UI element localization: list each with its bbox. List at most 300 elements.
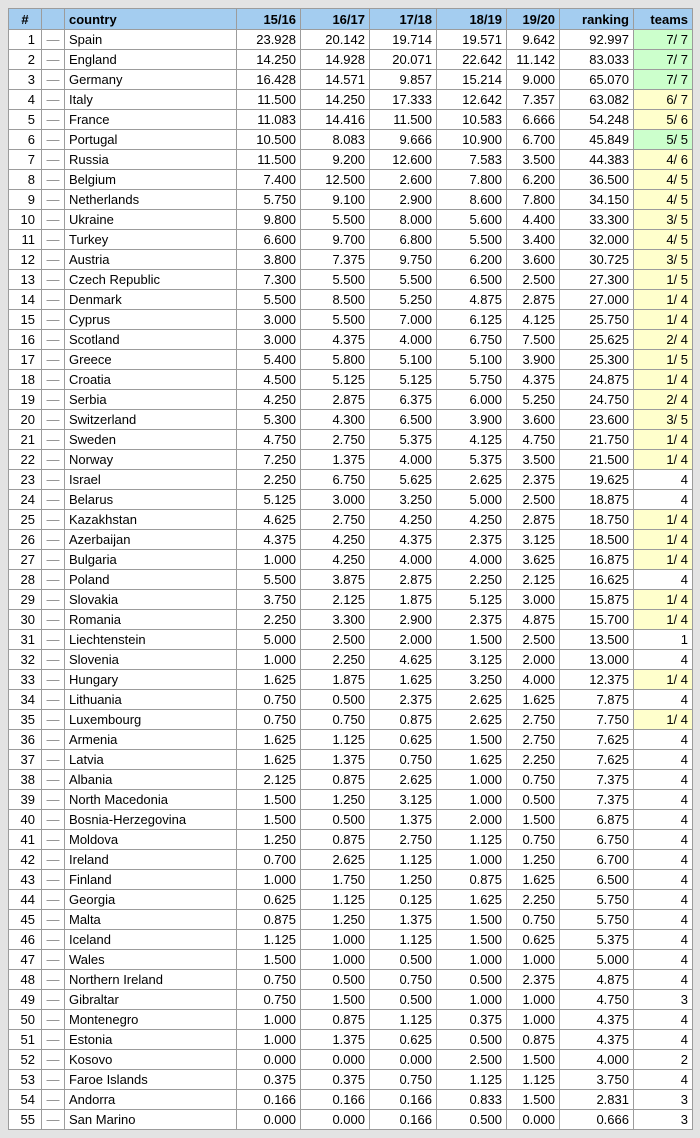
rank-cell: 50 — [9, 1010, 42, 1030]
season-18-19-cell: 5.000 — [437, 490, 507, 510]
rank-cell: 55 — [9, 1110, 42, 1130]
season-15-16-cell: 7.250 — [237, 450, 301, 470]
country-cell: Cyprus — [65, 310, 237, 330]
ranking-cell: 45.849 — [560, 130, 634, 150]
rank-cell: 18 — [9, 370, 42, 390]
season-15-16-cell: 0.000 — [237, 1050, 301, 1070]
teams-cell: 1/ 4 — [634, 310, 693, 330]
rank-cell: 49 — [9, 990, 42, 1010]
season-15-16-cell: 5.125 — [237, 490, 301, 510]
ranking-cell: 25.625 — [560, 330, 634, 350]
table-row — [9, 570, 693, 590]
table-row — [9, 990, 693, 1010]
season-15-16-cell: 2.250 — [237, 470, 301, 490]
season-16-17-cell: 2.250 — [301, 650, 370, 670]
season-19-20-cell: 2.500 — [507, 490, 560, 510]
season-17-18-cell: 1.875 — [370, 590, 437, 610]
movement-indicator-dash: — — [42, 650, 65, 670]
country-cell: England — [65, 50, 237, 70]
table-row — [9, 70, 693, 90]
season-16-17-cell: 0.375 — [301, 1070, 370, 1090]
season-19-20-cell: 3.400 — [507, 230, 560, 250]
table-row — [9, 230, 693, 250]
ranking-cell: 27.000 — [560, 290, 634, 310]
rank-cell: 9 — [9, 190, 42, 210]
season-18-19-cell: 2.625 — [437, 470, 507, 490]
country-cell: San Marino — [65, 1110, 237, 1130]
season-15-16-cell: 2.125 — [237, 770, 301, 790]
season-17-18-cell: 19.714 — [370, 30, 437, 50]
teams-cell: 4 — [634, 490, 693, 510]
season-19-20-cell: 3.500 — [507, 150, 560, 170]
table-row — [9, 910, 693, 930]
country-cell: Spain — [65, 30, 237, 50]
teams-cell: 4 — [634, 910, 693, 930]
table-row — [9, 30, 693, 50]
season-19-20-cell: 0.875 — [507, 1030, 560, 1050]
teams-cell: 1/ 5 — [634, 270, 693, 290]
country-cell: Germany — [65, 70, 237, 90]
season-19-20-cell: 0.000 — [507, 1110, 560, 1130]
country-cell: Luxembourg — [65, 710, 237, 730]
season-19-20-cell: 4.000 — [507, 670, 560, 690]
season-19-20-cell: 7.800 — [507, 190, 560, 210]
ranking-cell: 12.375 — [560, 670, 634, 690]
season-17-18-cell: 0.875 — [370, 710, 437, 730]
ranking-cell: 4.750 — [560, 990, 634, 1010]
country-cell: Georgia — [65, 890, 237, 910]
movement-indicator-dash: — — [42, 470, 65, 490]
table-row — [9, 890, 693, 910]
season-19-20-cell: 3.600 — [507, 410, 560, 430]
season-17-18-cell: 1.125 — [370, 1010, 437, 1030]
ranking-cell: 5.750 — [560, 910, 634, 930]
table-row — [9, 290, 693, 310]
ranking-cell: 36.500 — [560, 170, 634, 190]
teams-cell: 4/ 5 — [634, 190, 693, 210]
ranking-cell: 0.666 — [560, 1110, 634, 1130]
teams-cell: 2/ 4 — [634, 330, 693, 350]
season-19-20-cell: 2.000 — [507, 650, 560, 670]
season-17-18-cell: 2.900 — [370, 610, 437, 630]
movement-indicator-dash: — — [42, 270, 65, 290]
season-17-18-cell: 1.125 — [370, 930, 437, 950]
season-16-17-cell: 0.000 — [301, 1050, 370, 1070]
ranking-cell: 6.750 — [560, 830, 634, 850]
rank-cell: 48 — [9, 970, 42, 990]
table-row — [9, 490, 693, 510]
season-15-16-cell: 0.750 — [237, 990, 301, 1010]
season-16-17-cell: 14.571 — [301, 70, 370, 90]
teams-cell: 7/ 7 — [634, 70, 693, 90]
season-16-17-cell: 3.300 — [301, 610, 370, 630]
rank-cell: 31 — [9, 630, 42, 650]
season-15-16-cell: 5.750 — [237, 190, 301, 210]
season-16-17-cell: 1.000 — [301, 930, 370, 950]
rank-cell: 41 — [9, 830, 42, 850]
rank-cell: 34 — [9, 690, 42, 710]
table-row — [9, 430, 693, 450]
season-18-19-cell: 2.375 — [437, 530, 507, 550]
table-row — [9, 530, 693, 550]
season-17-18-cell: 4.250 — [370, 510, 437, 530]
country-cell: Croatia — [65, 370, 237, 390]
season-19-20-cell: 4.125 — [507, 310, 560, 330]
season-16-17-cell: 6.750 — [301, 470, 370, 490]
season-17-18-cell: 17.333 — [370, 90, 437, 110]
table-row — [9, 790, 693, 810]
rank-cell: 30 — [9, 610, 42, 630]
movement-indicator-dash: — — [42, 530, 65, 550]
season-17-18-cell: 5.500 — [370, 270, 437, 290]
movement-indicator-dash: — — [42, 830, 65, 850]
country-cell: Estonia — [65, 1030, 237, 1050]
movement-indicator-dash: — — [42, 610, 65, 630]
season-15-16-cell: 1.500 — [237, 810, 301, 830]
season-17-18-cell: 5.125 — [370, 370, 437, 390]
season-16-17-cell: 5.500 — [301, 210, 370, 230]
rank-cell: 15 — [9, 310, 42, 330]
season-19-20-cell: 2.875 — [507, 290, 560, 310]
country-cell: Romania — [65, 610, 237, 630]
season-15-16-cell: 1.625 — [237, 730, 301, 750]
season-19-20-cell: 6.666 — [507, 110, 560, 130]
col-header-country: country — [65, 9, 237, 30]
rank-cell: 32 — [9, 650, 42, 670]
season-18-19-cell: 5.375 — [437, 450, 507, 470]
ranking-cell: 15.700 — [560, 610, 634, 630]
season-15-16-cell: 9.800 — [237, 210, 301, 230]
country-cell: Gibraltar — [65, 990, 237, 1010]
movement-indicator-dash: — — [42, 570, 65, 590]
season-18-19-cell: 4.000 — [437, 550, 507, 570]
col-header-ranking: ranking — [560, 9, 634, 30]
movement-indicator-dash: — — [42, 30, 65, 50]
season-19-20-cell: 3.125 — [507, 530, 560, 550]
country-cell: Sweden — [65, 430, 237, 450]
season-15-16-cell: 0.375 — [237, 1070, 301, 1090]
movement-indicator-dash: — — [42, 950, 65, 970]
table-row — [9, 510, 693, 530]
ranking-cell: 24.875 — [560, 370, 634, 390]
ranking-cell: 33.300 — [560, 210, 634, 230]
season-16-17-cell: 9.200 — [301, 150, 370, 170]
country-cell: Turkey — [65, 230, 237, 250]
ranking-cell: 13.000 — [560, 650, 634, 670]
season-16-17-cell: 9.100 — [301, 190, 370, 210]
movement-indicator-dash: — — [42, 230, 65, 250]
movement-indicator-dash: — — [42, 330, 65, 350]
season-17-18-cell: 1.625 — [370, 670, 437, 690]
rank-cell: 10 — [9, 210, 42, 230]
season-19-20-cell: 9.642 — [507, 30, 560, 50]
table-row — [9, 110, 693, 130]
movement-indicator-dash: — — [42, 510, 65, 530]
table-row — [9, 550, 693, 570]
season-17-18-cell: 0.500 — [370, 990, 437, 1010]
season-19-20-cell: 2.375 — [507, 970, 560, 990]
season-19-20-cell: 2.250 — [507, 750, 560, 770]
season-19-20-cell: 1.500 — [507, 1090, 560, 1110]
season-18-19-cell: 1.125 — [437, 1070, 507, 1090]
rank-cell: 27 — [9, 550, 42, 570]
rank-cell: 29 — [9, 590, 42, 610]
teams-cell: 4/ 6 — [634, 150, 693, 170]
season-18-19-cell: 6.750 — [437, 330, 507, 350]
season-16-17-cell: 0.000 — [301, 1110, 370, 1130]
col-header-season-15-16: 15/16 — [237, 9, 301, 30]
season-18-19-cell: 1.000 — [437, 850, 507, 870]
season-16-17-cell: 12.500 — [301, 170, 370, 190]
table-row — [9, 970, 693, 990]
season-16-17-cell: 2.125 — [301, 590, 370, 610]
season-16-17-cell: 9.700 — [301, 230, 370, 250]
season-15-16-cell: 1.125 — [237, 930, 301, 950]
season-17-18-cell: 0.750 — [370, 750, 437, 770]
season-17-18-cell: 6.375 — [370, 390, 437, 410]
season-19-20-cell: 0.750 — [507, 770, 560, 790]
season-16-17-cell: 3.000 — [301, 490, 370, 510]
movement-indicator-dash: — — [42, 90, 65, 110]
season-16-17-cell: 4.250 — [301, 530, 370, 550]
season-16-17-cell: 0.500 — [301, 810, 370, 830]
table-row — [9, 150, 693, 170]
country-cell: Serbia — [65, 390, 237, 410]
ranking-cell: 7.625 — [560, 750, 634, 770]
season-17-18-cell: 5.625 — [370, 470, 437, 490]
movement-indicator-dash: — — [42, 910, 65, 930]
season-18-19-cell: 5.500 — [437, 230, 507, 250]
season-16-17-cell: 2.500 — [301, 630, 370, 650]
season-16-17-cell: 0.875 — [301, 770, 370, 790]
movement-indicator-dash: — — [42, 850, 65, 870]
teams-cell: 7/ 7 — [634, 30, 693, 50]
rank-cell: 2 — [9, 50, 42, 70]
country-cell: Slovakia — [65, 590, 237, 610]
season-16-17-cell: 14.416 — [301, 110, 370, 130]
rank-cell: 14 — [9, 290, 42, 310]
teams-cell: 4 — [634, 830, 693, 850]
season-17-18-cell: 0.750 — [370, 970, 437, 990]
ranking-cell: 18.875 — [560, 490, 634, 510]
season-15-16-cell: 4.250 — [237, 390, 301, 410]
movement-indicator-dash: — — [42, 690, 65, 710]
season-16-17-cell: 0.875 — [301, 830, 370, 850]
season-19-20-cell: 5.250 — [507, 390, 560, 410]
ranking-cell: 5.750 — [560, 890, 634, 910]
col-header-teams: teams — [634, 9, 693, 30]
season-18-19-cell: 1.500 — [437, 630, 507, 650]
ranking-cell: 7.375 — [560, 790, 634, 810]
season-18-19-cell: 22.642 — [437, 50, 507, 70]
season-15-16-cell: 5.000 — [237, 630, 301, 650]
season-18-19-cell: 6.000 — [437, 390, 507, 410]
teams-cell: 4/ 5 — [634, 170, 693, 190]
country-cell: Bosnia-Herzegovina — [65, 810, 237, 830]
ranking-cell: 54.248 — [560, 110, 634, 130]
movement-indicator-dash: — — [42, 350, 65, 370]
ranking-cell: 30.725 — [560, 250, 634, 270]
movement-indicator-dash: — — [42, 670, 65, 690]
season-18-19-cell: 6.500 — [437, 270, 507, 290]
season-16-17-cell: 5.500 — [301, 270, 370, 290]
rank-cell: 43 — [9, 870, 42, 890]
season-19-20-cell: 1.625 — [507, 690, 560, 710]
col-header-season-19-20: 19/20 — [507, 9, 560, 30]
country-cell: Netherlands — [65, 190, 237, 210]
country-cell: Northern Ireland — [65, 970, 237, 990]
season-19-20-cell: 3.625 — [507, 550, 560, 570]
ranking-cell: 44.383 — [560, 150, 634, 170]
rank-cell: 37 — [9, 750, 42, 770]
ranking-cell: 7.750 — [560, 710, 634, 730]
season-16-17-cell: 2.750 — [301, 430, 370, 450]
movement-indicator-dash: — — [42, 590, 65, 610]
header-row — [9, 9, 693, 30]
season-17-18-cell: 1.375 — [370, 910, 437, 930]
movement-indicator-dash: — — [42, 450, 65, 470]
season-19-20-cell: 9.000 — [507, 70, 560, 90]
season-18-19-cell: 1.625 — [437, 890, 507, 910]
season-19-20-cell: 4.750 — [507, 430, 560, 450]
season-17-18-cell: 2.900 — [370, 190, 437, 210]
season-16-17-cell: 0.500 — [301, 690, 370, 710]
table-row — [9, 690, 693, 710]
table-row — [9, 190, 693, 210]
country-cell: Kosovo — [65, 1050, 237, 1070]
ranking-cell: 4.375 — [560, 1030, 634, 1050]
ranking-cell: 13.500 — [560, 630, 634, 650]
season-19-20-cell: 4.375 — [507, 370, 560, 390]
country-cell: Kazakhstan — [65, 510, 237, 530]
season-16-17-cell: 1.250 — [301, 790, 370, 810]
country-cell: Latvia — [65, 750, 237, 770]
movement-indicator-dash: — — [42, 430, 65, 450]
season-19-20-cell: 7.357 — [507, 90, 560, 110]
rank-cell: 8 — [9, 170, 42, 190]
movement-indicator-dash: — — [42, 390, 65, 410]
rank-cell: 52 — [9, 1050, 42, 1070]
season-15-16-cell: 1.500 — [237, 950, 301, 970]
movement-indicator-dash: — — [42, 50, 65, 70]
season-15-16-cell: 3.800 — [237, 250, 301, 270]
season-15-16-cell: 3.750 — [237, 590, 301, 610]
season-19-20-cell: 0.750 — [507, 910, 560, 930]
table-row — [9, 370, 693, 390]
season-18-19-cell: 1.625 — [437, 750, 507, 770]
rank-cell: 4 — [9, 90, 42, 110]
season-18-19-cell: 6.200 — [437, 250, 507, 270]
season-17-18-cell: 9.750 — [370, 250, 437, 270]
rank-cell: 24 — [9, 490, 42, 510]
table-row — [9, 250, 693, 270]
season-17-18-cell: 8.000 — [370, 210, 437, 230]
ranking-cell: 63.082 — [560, 90, 634, 110]
table-row — [9, 1010, 693, 1030]
movement-indicator-dash: — — [42, 630, 65, 650]
season-15-16-cell: 14.250 — [237, 50, 301, 70]
season-16-17-cell: 0.500 — [301, 970, 370, 990]
season-16-17-cell: 14.928 — [301, 50, 370, 70]
season-17-18-cell: 2.750 — [370, 830, 437, 850]
season-18-19-cell: 1.000 — [437, 770, 507, 790]
ranking-cell: 7.375 — [560, 770, 634, 790]
rank-cell: 38 — [9, 770, 42, 790]
movement-indicator-dash: — — [42, 1070, 65, 1090]
season-19-20-cell: 4.400 — [507, 210, 560, 230]
season-15-16-cell: 5.400 — [237, 350, 301, 370]
table-row — [9, 350, 693, 370]
ranking-cell: 5.375 — [560, 930, 634, 950]
table-row — [9, 810, 693, 830]
teams-cell: 1/ 4 — [634, 670, 693, 690]
season-19-20-cell: 0.750 — [507, 830, 560, 850]
season-15-16-cell: 1.625 — [237, 670, 301, 690]
season-15-16-cell: 4.500 — [237, 370, 301, 390]
movement-indicator-dash: — — [42, 770, 65, 790]
season-17-18-cell: 0.000 — [370, 1050, 437, 1070]
teams-cell: 2 — [634, 1050, 693, 1070]
teams-cell: 3/ 5 — [634, 250, 693, 270]
season-15-16-cell: 5.300 — [237, 410, 301, 430]
season-18-19-cell: 1.500 — [437, 930, 507, 950]
movement-indicator-dash: — — [42, 410, 65, 430]
teams-cell: 4 — [634, 470, 693, 490]
season-17-18-cell: 5.100 — [370, 350, 437, 370]
country-cell: Ireland — [65, 850, 237, 870]
table-row — [9, 590, 693, 610]
season-16-17-cell: 5.500 — [301, 310, 370, 330]
table-row — [9, 50, 693, 70]
country-cell: Italy — [65, 90, 237, 110]
season-17-18-cell: 1.125 — [370, 850, 437, 870]
season-18-19-cell: 1.000 — [437, 990, 507, 1010]
season-15-16-cell: 1.000 — [237, 1030, 301, 1050]
teams-cell: 1/ 4 — [634, 610, 693, 630]
movement-indicator-dash: — — [42, 710, 65, 730]
ranking-cell: 32.000 — [560, 230, 634, 250]
season-18-19-cell: 5.600 — [437, 210, 507, 230]
season-15-16-cell: 1.000 — [237, 650, 301, 670]
movement-indicator-dash: — — [42, 730, 65, 750]
season-19-20-cell: 1.500 — [507, 810, 560, 830]
season-17-18-cell: 9.666 — [370, 130, 437, 150]
rank-cell: 6 — [9, 130, 42, 150]
rank-cell: 16 — [9, 330, 42, 350]
country-cell: Greece — [65, 350, 237, 370]
ranking-cell: 83.033 — [560, 50, 634, 70]
country-cell: Bulgaria — [65, 550, 237, 570]
teams-cell: 4 — [634, 810, 693, 830]
rank-cell: 40 — [9, 810, 42, 830]
ranking-cell: 19.625 — [560, 470, 634, 490]
season-17-18-cell: 4.000 — [370, 450, 437, 470]
teams-cell: 1/ 4 — [634, 510, 693, 530]
season-19-20-cell: 2.875 — [507, 510, 560, 530]
rank-cell: 3 — [9, 70, 42, 90]
teams-cell: 4 — [634, 890, 693, 910]
season-15-16-cell: 4.375 — [237, 530, 301, 550]
season-19-20-cell: 2.500 — [507, 270, 560, 290]
table-row — [9, 710, 693, 730]
season-18-19-cell: 1.000 — [437, 950, 507, 970]
country-cell: Denmark — [65, 290, 237, 310]
season-16-17-cell: 4.250 — [301, 550, 370, 570]
ranking-cell: 24.750 — [560, 390, 634, 410]
season-19-20-cell: 1.000 — [507, 1010, 560, 1030]
season-19-20-cell: 11.142 — [507, 50, 560, 70]
rank-cell: 54 — [9, 1090, 42, 1110]
